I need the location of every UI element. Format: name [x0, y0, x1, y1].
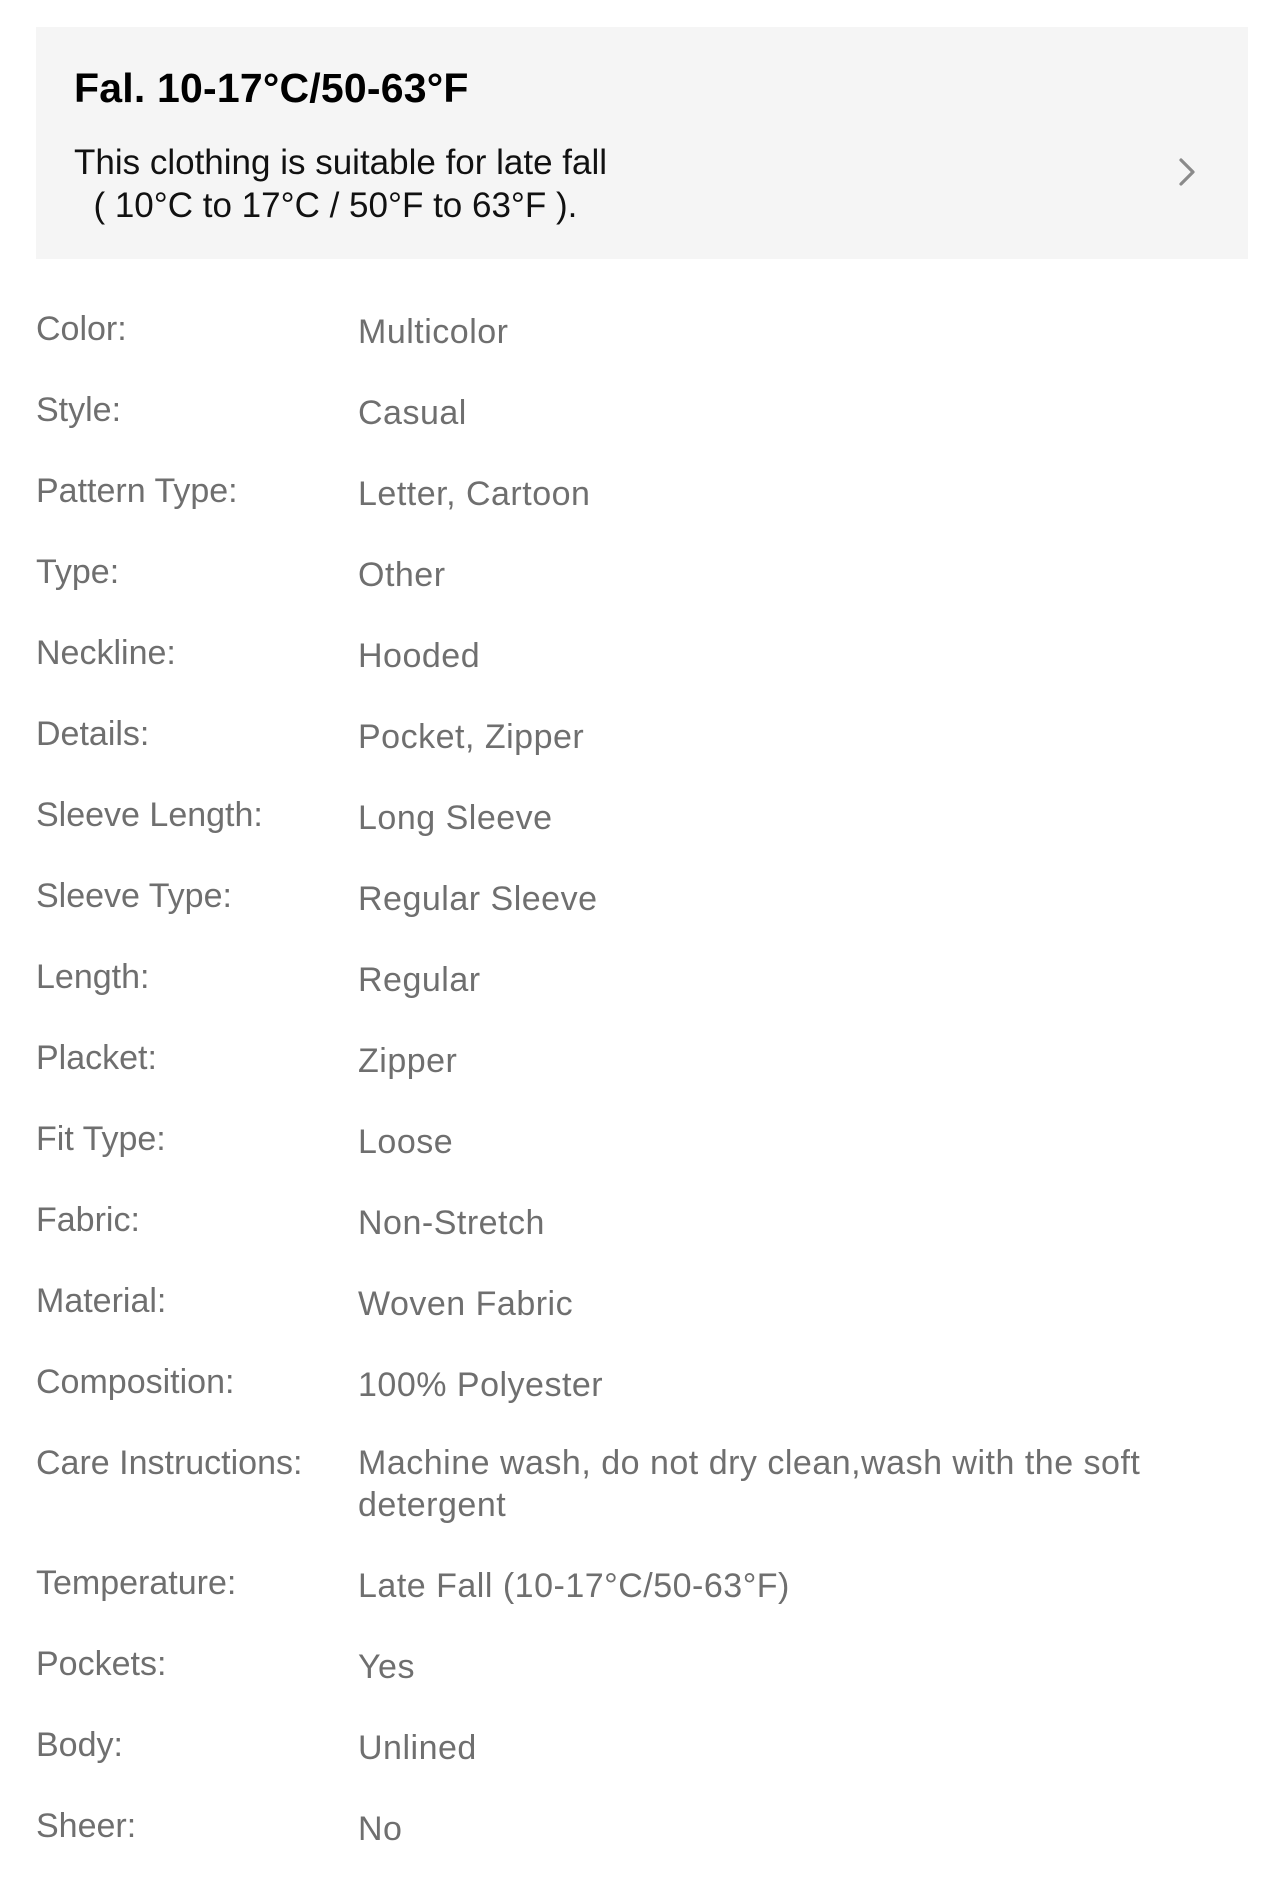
spec-row-sleeve-length	[36, 794, 1248, 875]
spec-row-fabric	[36, 1199, 1248, 1280]
spec-row-material	[36, 1280, 1248, 1361]
spec-value: Regular Sleeve	[358, 880, 598, 918]
spec-value: Zipper	[358, 1042, 458, 1080]
spec-label: Color:	[36, 310, 127, 348]
spec-label: Sleeve Length:	[36, 796, 263, 834]
chevron-right-icon	[1176, 155, 1198, 189]
spec-label: Composition:	[36, 1363, 235, 1401]
temperature-info-card[interactable]	[36, 27, 1248, 259]
spec-label: Fabric:	[36, 1201, 140, 1239]
spec-row-color	[36, 308, 1248, 389]
spec-value: Machine wash, do not dry clean,wash with the soft detergent	[358, 1444, 1141, 1524]
spec-label: Care Instructions:	[36, 1444, 303, 1482]
spec-label: Type:	[36, 553, 120, 591]
spec-value: Multicolor	[358, 313, 509, 351]
spec-label: Sleeve Type:	[36, 877, 232, 915]
spec-row-body	[36, 1724, 1248, 1805]
spec-value: Regular	[358, 961, 481, 999]
spec-value: Pocket, Zipper	[358, 718, 585, 756]
spec-row-neckline	[36, 632, 1248, 713]
spec-value: Other	[358, 556, 446, 594]
temperature-description: This clothing is suitable for late fall ( 10°C to 17°C / 50°F to 63°F ).	[74, 143, 608, 225]
spec-row-care-instructions	[36, 1442, 1248, 1562]
spec-label: Fit Type:	[36, 1120, 166, 1158]
spec-label: Neckline:	[36, 634, 176, 672]
spec-row-temperature	[36, 1562, 1248, 1643]
spec-value: No	[358, 1810, 403, 1848]
spec-row-composition	[36, 1361, 1248, 1442]
spec-label: Material:	[36, 1282, 167, 1320]
spec-value: Yes	[358, 1648, 415, 1686]
spec-row-length	[36, 956, 1248, 1037]
spec-label: Temperature:	[36, 1564, 237, 1602]
spec-row-pattern-type	[36, 470, 1248, 551]
spec-value: Unlined	[358, 1729, 477, 1767]
spec-value: Casual	[358, 394, 467, 432]
spec-list	[36, 308, 1248, 1886]
spec-row-pockets	[36, 1643, 1248, 1724]
spec-label: Pattern Type:	[36, 472, 238, 510]
spec-row-placket	[36, 1037, 1248, 1118]
spec-value: Woven Fabric	[358, 1285, 574, 1323]
spec-value: Non-Stretch	[358, 1204, 545, 1242]
spec-row-sleeve-type	[36, 875, 1248, 956]
spec-value: Long Sleeve	[358, 799, 553, 837]
spec-row-fit-type	[36, 1118, 1248, 1199]
spec-label: Length:	[36, 958, 150, 996]
spec-row-type	[36, 551, 1248, 632]
spec-label: Pockets:	[36, 1645, 167, 1683]
spec-label: Placket:	[36, 1039, 157, 1077]
spec-value: Loose	[358, 1123, 454, 1161]
spec-label: Body:	[36, 1726, 123, 1764]
spec-label: Style:	[36, 391, 122, 429]
spec-value: Late Fall (10-17°C/50-63°F)	[358, 1567, 790, 1605]
spec-label: Sheer:	[36, 1807, 137, 1845]
spec-label: Details:	[36, 715, 150, 753]
spec-value: Hooded	[358, 637, 481, 675]
spec-row-sheer	[36, 1805, 1248, 1886]
spec-row-style	[36, 389, 1248, 470]
spec-value: Letter, Cartoon	[358, 475, 591, 513]
spec-row-details	[36, 713, 1248, 794]
spec-value: 100% Polyester	[358, 1366, 604, 1404]
temperature-title: Fal. 10-17°C/50-63°F	[74, 65, 469, 111]
